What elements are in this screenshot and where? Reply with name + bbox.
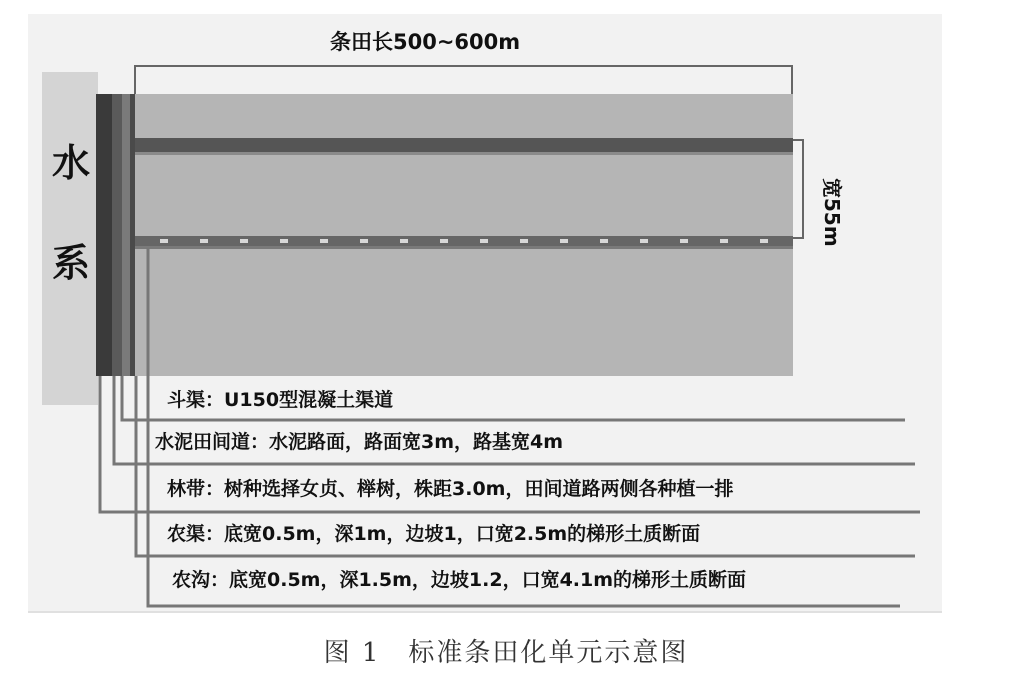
dashed-channel — [135, 236, 793, 246]
water-system-char-1: 水 — [52, 141, 91, 185]
dash-mark — [600, 239, 608, 243]
horizontal-road-edge — [135, 152, 793, 155]
legend-douqu: 斗渠：U150型混凝土渠道 — [167, 389, 394, 411]
dash-mark — [640, 239, 648, 243]
road-strip — [112, 94, 122, 376]
legend-road: 水泥田间道：水泥路面，路面宽3m，路基宽4m — [155, 431, 564, 453]
field-area — [135, 94, 793, 376]
forest-strip — [122, 94, 130, 376]
dash-mark — [440, 239, 448, 243]
length-bracket — [135, 66, 792, 94]
dashed-channel-edge — [135, 246, 793, 249]
horizontal-road — [135, 138, 793, 152]
legend-forest: 林带：树种选择女贞、榉树，株距3.0m，田间道路两侧各种植一排 — [167, 478, 734, 500]
dash-mark — [360, 239, 368, 243]
dash-mark — [480, 239, 488, 243]
dash-mark — [520, 239, 528, 243]
length-label: 条田长500~600m — [330, 30, 521, 54]
width-label: 宽55m — [820, 178, 844, 247]
dash-mark — [560, 239, 568, 243]
dash-mark — [200, 239, 208, 243]
nongqu-strip — [130, 94, 135, 376]
legend-nongqu: 农渠：底宽0.5m，深1m，边坡1，口宽2.5m的梯形土质断面 — [167, 523, 701, 545]
dash-mark — [160, 239, 168, 243]
dash-mark — [760, 239, 768, 243]
legend-nonggou: 农沟：底宽0.5m，深1.5m，边坡1.2，口宽4.1m的梯形土质断面 — [172, 569, 747, 591]
width-bracket — [793, 140, 803, 238]
dash-mark — [280, 239, 288, 243]
dash-mark — [680, 239, 688, 243]
douqu-channel — [96, 94, 112, 376]
dash-mark — [400, 239, 408, 243]
water-system-block — [42, 72, 98, 405]
dash-mark — [320, 239, 328, 243]
dash-mark — [240, 239, 248, 243]
dash-mark — [720, 239, 728, 243]
water-system-char-2: 系 — [52, 241, 91, 285]
figure-caption: 图 1 标准条田化单元示意图 — [323, 638, 689, 668]
